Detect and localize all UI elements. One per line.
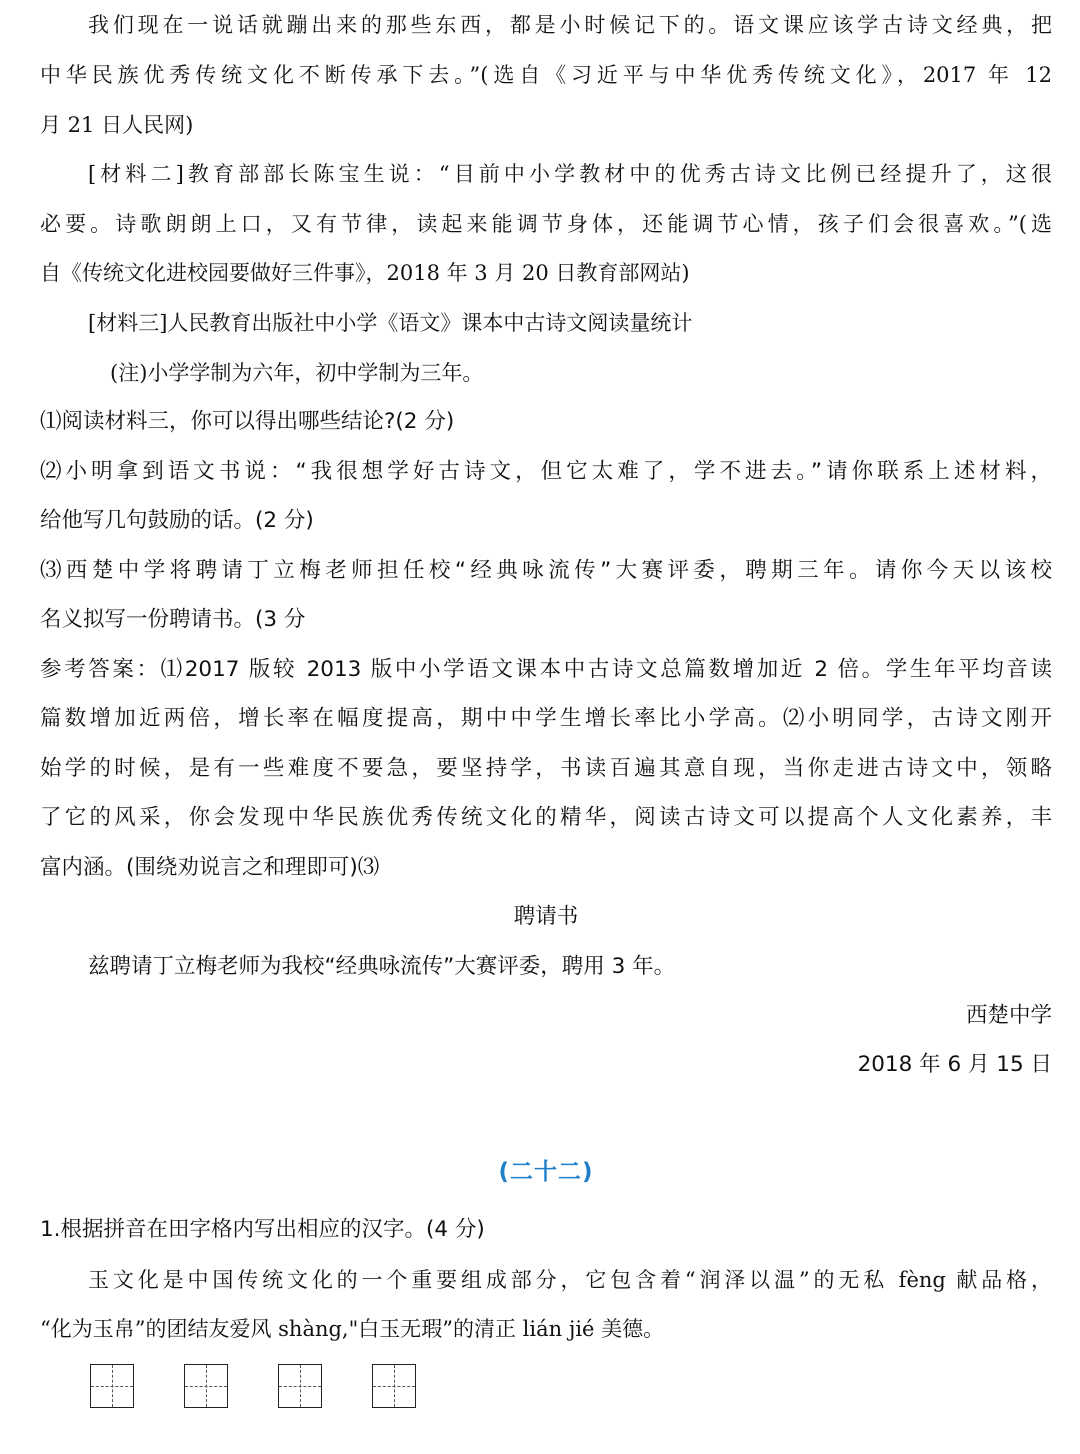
letter-date: 2018 年 6 月 15 日: [857, 1052, 1052, 1077]
answer-line4: 了它的风采，你会发现中华民族优秀传统文化的精华，阅读古诗文可以提高个人文化素养，丰: [40, 805, 1052, 830]
section22-passage-line2: “化为玉帛”的团结友爱风 shàng,"白玉无瑕”的清正 lián jié 美德。: [40, 1317, 665, 1341]
tianzige-box[interactable]: [278, 1364, 322, 1408]
answer-line1: 参考答案：⑴2017 版较 2013 版中小学语文课本中古诗文总篇数增加近 2 倍。学生年平均音读: [40, 657, 1052, 682]
answer-line3: 始学的时候，是有一些难度不要急，要坚持学，书读百遍其意自现，当你走进古诗文中，领略: [40, 756, 1052, 781]
section-heading: (二十二): [498, 1159, 594, 1185]
tianzige-box[interactable]: [90, 1364, 134, 1408]
letter-body: 兹聘请丁立梅老师为我校“经典咏流传”大赛评委，聘用 3 年。: [88, 954, 676, 979]
question-2-line2: 给他写几句鼓励的话。(2 分): [40, 508, 314, 533]
tianzige-box[interactable]: [372, 1364, 416, 1408]
material2-line2: 必要。诗歌朗朗上口，又有节律，读起来能调节身体，还能调节心情，孩子们会很喜欢。”(选: [40, 212, 1052, 236]
material2-line1: [材料二]教育部部长陈宝生说：“目前中小学教材中的优秀古诗文比例已经提升了，这很: [88, 162, 1052, 186]
material1-line3: 月 21 日人民网): [40, 113, 194, 137]
section22-question-1: 1.根据拼音在田字格内写出相应的汉字。(4 分): [40, 1217, 485, 1242]
tianzige-box[interactable]: [184, 1364, 228, 1408]
section22-passage-line1: 玉文化是中国传统文化的一个重要组成部分，它包含着“润泽以温”的无私 fèng 献品格，: [88, 1268, 1052, 1292]
question-2-line1: ⑵小明拿到语文书说：“我很想学好古诗文，但它太难了，学不进去。”请你联系上述材料，: [40, 459, 1052, 484]
material3-note: (注)小学学制为六年，初中学制为三年。: [110, 361, 484, 385]
material3-line1: [材料三]人民教育出版社中小学《语文》课本中古诗文阅读量统计: [88, 311, 693, 335]
question-1: ⑴阅读材料三，你可以得出哪些结论?(2 分): [40, 409, 455, 434]
tianzige-grid-row: [48, 1364, 448, 1410]
letter-signature: 西楚中学: [965, 1003, 1052, 1028]
answer-line5: 富内涵。(围绕劝说言之和理即可)⑶: [40, 855, 380, 880]
material1-line1: 我们现在一说话就蹦出来的那些东西，都是小时候记下的。语文课应该学古诗文经典，把: [88, 13, 1052, 37]
material2-line3: 自《传统文化进校园要做好三件事》，2018 年 3 月 20 日教育部网站): [40, 261, 690, 285]
material1-line2: 中华民族优秀传统文化不断传承下去。”(选自《习近平与中华优秀传统文化》，2017 年 12: [40, 63, 1052, 87]
question-3-line1: ⑶西楚中学将聘请丁立梅老师担任校“经典咏流传”大赛评委，聘期三年。请你今天以该校: [40, 558, 1052, 583]
question-3-line2: 名义拟写一份聘请书。(3 分: [40, 607, 306, 632]
answer-line2: 篇数增加近两倍，增长率在幅度提高，期中中学生增长率比小学高。⑵小明同学，古诗文刚开: [40, 706, 1052, 731]
letter-title: 聘请书: [513, 904, 579, 929]
